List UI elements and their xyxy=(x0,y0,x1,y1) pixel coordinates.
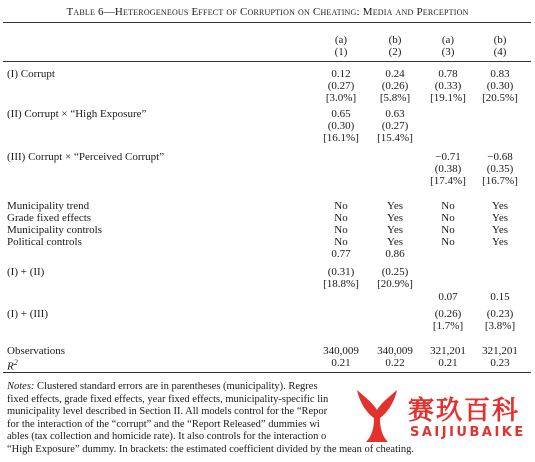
cell-perceived-coef-3: −0.71 xyxy=(435,151,461,163)
cell-high-exposure-se-2: (0.27) xyxy=(381,120,409,132)
cell-corrupt-pct-4: [20.5%] xyxy=(482,92,518,104)
cell-corrupt-pct-2: [5.8%] xyxy=(379,92,411,104)
cell-sum-i-iii-coef-3: 0.07 xyxy=(438,291,458,303)
notes-lead: Notes: xyxy=(7,381,35,392)
r-squared-superscript: 2 xyxy=(13,358,18,367)
cell-perceived-coef-4: −0.68 xyxy=(487,151,513,163)
cell-high-exposure-coef-1: 0.65 xyxy=(331,108,351,120)
row-label-sum-i-ii: (I) + (II) xyxy=(7,266,45,278)
row-label-r-squared xyxy=(7,357,18,373)
row-label-political-controls: Political controls xyxy=(7,236,82,248)
cell-corrupt-se-4: (0.30) xyxy=(486,80,514,92)
cell-corrupt-pct-1: [3.0%] xyxy=(325,92,357,104)
cell-trend-2: Yes xyxy=(386,200,403,212)
cell-sum-i-ii-se-2: (0.25) xyxy=(381,266,409,278)
cell-corrupt-coef-1: 0.12 xyxy=(331,68,351,80)
cell-sum-i-ii-se-1: (0.31) xyxy=(327,266,355,278)
cell-political-2: Yes xyxy=(386,236,403,248)
col-letter-2: (b) xyxy=(388,34,402,46)
cell-grade-fe-1: No xyxy=(334,212,348,224)
cell-corrupt-coef-4: 0.83 xyxy=(490,68,510,80)
cell-corrupt-se-1: (0.27) xyxy=(327,80,355,92)
col-letter-1: (a) xyxy=(334,34,348,46)
r-squared-letter: R xyxy=(7,360,14,373)
cell-high-exposure-se-1: (0.30) xyxy=(327,120,355,132)
notes-line-6: “High Exposure” dummy. In brackets: the estimated coefficient divided by the mean of cheating. xyxy=(7,443,415,455)
col-letter-3: (a) xyxy=(441,34,455,46)
cell-corrupt-pct-3: [19.1%] xyxy=(430,92,466,104)
cell-sum-i-ii-coef-1: 0.77 xyxy=(331,248,351,260)
col-number-4: (4) xyxy=(493,46,507,58)
row-label-corrupt: (I) Corrupt xyxy=(7,68,55,80)
cell-sum-i-iii-se-4: (0.23) xyxy=(486,308,514,320)
cell-r2-2: 0.22 xyxy=(385,357,405,369)
cell-corrupt-coef-2: 0.24 xyxy=(385,68,405,80)
cell-high-exposure-coef-2: 0.63 xyxy=(385,108,405,120)
notes-line-1-text: Clustered standard errors are in parentheses (municipality). Regres xyxy=(34,381,318,392)
cell-sum-i-ii-coef-2: 0.86 xyxy=(385,248,405,260)
cell-observations-4: 321,201 xyxy=(482,345,518,357)
row-label-grade-fixed-effects: Grade fixed effects xyxy=(7,212,92,224)
cell-perceived-se-4: (0.35) xyxy=(486,163,514,175)
cell-sum-i-iii-pct-4: [3.8%] xyxy=(484,320,516,332)
cell-observations-3: 321,201 xyxy=(430,345,466,357)
table-caption: Table 6—Heterogeneous Effect of Corruption on Cheating: Media and Perception xyxy=(66,6,469,18)
cell-muni-controls-1: No xyxy=(334,224,348,236)
cell-corrupt-se-3: (0.33) xyxy=(434,80,462,92)
notes-line-4: for the interaction of the “corrupt” and the “Report Released” dummies wi xyxy=(7,418,320,430)
col-number-3: (3) xyxy=(441,46,455,58)
cell-sum-i-ii-pct-1: [18.8%] xyxy=(323,278,359,290)
cell-perceived-pct-3: [17.4%] xyxy=(430,175,466,187)
header-rule xyxy=(3,61,531,62)
cell-political-3: No xyxy=(441,236,455,248)
cell-muni-controls-3: No xyxy=(441,224,455,236)
cell-corrupt-coef-3: 0.78 xyxy=(438,68,458,80)
cell-sum-i-iii-coef-4: 0.15 xyxy=(490,291,510,303)
row-label-observations: Observations xyxy=(7,345,66,357)
cell-political-4: Yes xyxy=(491,236,508,248)
cell-grade-fe-3: No xyxy=(441,212,455,224)
row-label-municipality-controls: Municipality controls xyxy=(7,224,103,236)
notes-line-3: municipality level described in Section II. All models control for the “Repor xyxy=(7,406,328,418)
col-number-1: (1) xyxy=(334,46,348,58)
cell-high-exposure-pct-2: [15.4%] xyxy=(377,132,413,144)
bottom-rule xyxy=(3,372,531,373)
cell-muni-controls-2: Yes xyxy=(386,224,403,236)
cell-grade-fe-2: Yes xyxy=(386,212,403,224)
cell-observations-1: 340,009 xyxy=(323,345,359,357)
cell-perceived-pct-4: [16.7%] xyxy=(482,175,518,187)
cell-corrupt-se-2: (0.26) xyxy=(381,80,409,92)
row-label-sum-i-iii: (I) + (III) xyxy=(7,308,49,320)
cell-r2-3: 0.21 xyxy=(438,357,458,369)
cell-high-exposure-pct-1: [16.1%] xyxy=(323,132,359,144)
cell-trend-1: No xyxy=(334,200,348,212)
cell-observations-2: 340,009 xyxy=(377,345,413,357)
watermark-english-text: SAIJIUBAIKE xyxy=(410,425,526,440)
cell-sum-i-ii-pct-2: [20.9%] xyxy=(377,278,413,290)
cell-sum-i-iii-se-3: (0.26) xyxy=(434,308,462,320)
cell-political-1: No xyxy=(334,236,348,248)
cell-muni-controls-4: Yes xyxy=(491,224,508,236)
cell-r2-4: 0.23 xyxy=(490,357,510,369)
cell-sum-i-iii-pct-3: [1.7%] xyxy=(432,320,464,332)
col-letter-4: (b) xyxy=(493,34,507,46)
row-label-perceived-corrupt: (III) Corrupt × “Perceived Corrupt” xyxy=(7,151,165,163)
row-label-high-exposure: (II) Corrupt × “High Exposure” xyxy=(7,108,147,120)
cell-r2-1: 0.21 xyxy=(331,357,351,369)
watermark-chinese-text: 赛玖百科 xyxy=(408,396,521,426)
notes-line-5: ables (tax collection and homicide rate). It also controls for the interaction o xyxy=(7,431,327,443)
top-rule xyxy=(3,22,531,23)
cell-trend-3: No xyxy=(441,200,455,212)
notes-line-2: fixed effects, grade fixed effects, year fixed effects, municipality-specific lin xyxy=(7,393,329,405)
cell-grade-fe-4: Yes xyxy=(491,212,508,224)
cell-perceived-se-3: (0.38) xyxy=(434,163,462,175)
col-number-2: (2) xyxy=(388,46,402,58)
watermark-fish-tail-icon xyxy=(354,384,400,444)
row-label-municipality-trend: Municipality trend xyxy=(7,200,90,212)
cell-trend-4: Yes xyxy=(491,200,508,212)
